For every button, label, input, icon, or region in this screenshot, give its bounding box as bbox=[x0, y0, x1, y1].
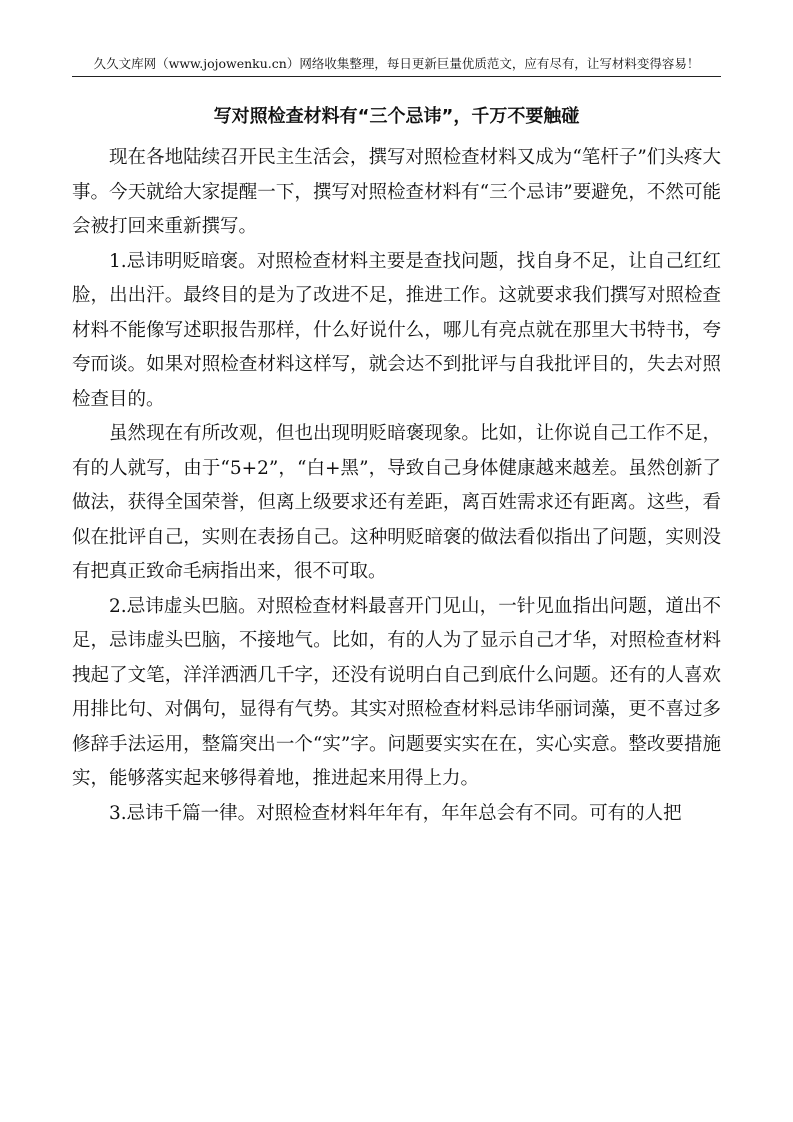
paragraph-point-1: 1.忌讳明贬暗褒。对照检查材料主要是查找问题，找自身不足，让自己红红脸，出出汗。最终目的是为了改进不足，推进工作。这就要求我们撰写对照检查材料不能像写述职报告那样，什么好说什么，哪儿有亮点就在那里大书特书，夸夸而谈。如果对照检查材料这样写，就会达不到批评与自我批评目的，失去对照检查目的。 bbox=[72, 250, 721, 410]
document-body bbox=[72, 141, 721, 831]
paragraph-point-1-detail: 虽然现在有所改观，但也出现明贬暗褒现象。比如，让你说自己工作不足，有的人就写，由于“5+2”，“白+黑”，导致自己身体健康越来越差。虽然创新了做法，获得全国荣誉，但离上级要求还有差距，离百姓需求还有距离。这些，看似在批评自己，实则在表扬自己。这种明贬暗褒的做法看似指出了问题，实则没有把真正致命毛病指出来，很不可取。 bbox=[72, 423, 721, 582]
document-title: 写对照检查材料有“三个忌讳”，千万不要触碰 bbox=[213, 106, 580, 127]
header-divider bbox=[72, 76, 721, 77]
paragraph-intro: 现在各地陆续召开民主生活会，撰写对照检查材料又成为“笔杆子”们头疼大事。今天就给大家提醒一下，撰写对照检查材料有“三个忌讳”要避免，不然可能会被打回来重新撰写。 bbox=[72, 147, 721, 237]
paragraph-point-2: 2.忌讳虚头巴脑。对照检查材料最喜开门见山，一针见血指出问题，道出不足，忌讳虚头巴脑，不接地气。比如，有的人为了显示自己才华，对照检查材料拽起了文笔，洋洋洒洒几千字，还没有说明白自己到底什么问题。还有的人喜欢用排比句、对偶句，显得有气势。其实对照检查材料忌讳华丽词藻，更不喜过多修辞手法运用，整篇突出一个“实”字。问题要实实在在，实心实意。整改要措施实，能够落实起来够得着地，推进起来用得上力。 bbox=[72, 595, 721, 789]
page-header: 久久文库网（www.jojowenku.cn）网络收集整理，每日更新巨量优质范文，应有尽有，让写材料变得容易！ bbox=[93, 56, 700, 71]
paragraph-point-3: 3.忌讳千篇一律。对照检查材料年年有，年年总会有不同。可有的人把 bbox=[109, 802, 682, 824]
